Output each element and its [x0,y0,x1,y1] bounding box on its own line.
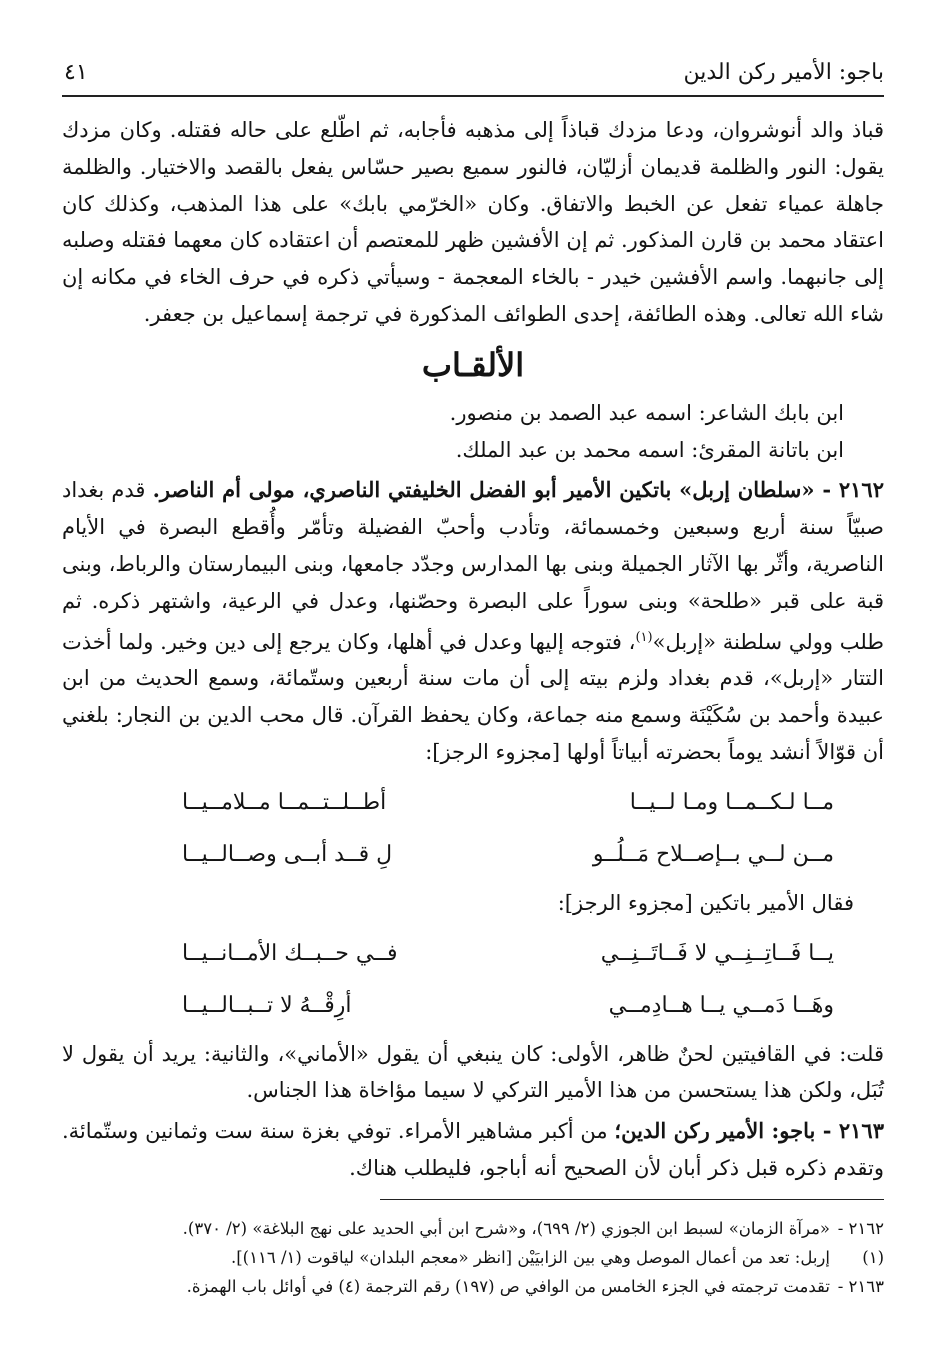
running-title: باجو: الأمير ركن الدين [683,60,884,85]
entry-body-cont: ، فتوجه إليها وعدل في أهلها، وكان يرجع إلى دين وخير. ولما أخذت التتار «إربل»، قدم بغداد ولزم بيته إلى أن مات سنة أربعين وستّمائة، وسمع الحديث من ابن عبيدة وأحمد بن سُكَيْنَة وسمع منه جماعة، وكان يحفظ القرآن. قال محب الدين بن النجار: بلغني أن قوّالاً أنشد يوماً بحضرته أبياتاً أولها [مجزوء الرجز]: [62,629,884,764]
footnote [62,1214,884,1243]
footnote-marker: ٢١٦٣ - [837,1277,884,1296]
reply-intro: فقال الأمير باتكين [مجزوء الرجز]: [557,890,854,915]
alqab-entry: ابن باتانة المقرئ: اسمه محمد بن عبد الملك. [455,437,844,462]
verse-hemistich-first: مــن لــي بــإصــلاح مَــلُــو [592,841,834,867]
page-number: ٤١ [64,60,88,85]
main-text [62,112,884,1187]
verse-line [182,986,834,1026]
alqab-entry: ابن بابك الشاعر: اسمه عبد الصمد بن منصور. [449,400,844,425]
verse-hemistich-second: أرِقْــهُ لا تــبــالــيــا [182,992,352,1018]
running-header [62,60,884,94]
comment-paragraph: قلت: في القافيتين لحنٌ ظاهر، الأولى: كان ينبغي أن يقول «الأماني»، والثانية: يريد أن يقول لا تُبَل، ولكن هذا يستحسن من هذا الأمير التركي لا سيما مؤاخاة هذا الجناس. [62,1041,884,1103]
header-rule [62,95,884,97]
verse-hemistich-second: لِ قــد أبــى وصــالــيــا [182,841,393,867]
verse-hemistich-first: وهَــا دَمــي يــا هــادِمــي [608,992,834,1018]
footnote-marker: (١) [862,1248,884,1267]
footnote [62,1243,884,1272]
verse-hemistich-second: فــي حــبــك الأمــانــيــا [182,940,398,966]
footnote [62,1272,884,1301]
footnote-text: «مرآة الزمان» لسبط ابن الجوزي (٢/ ٦٩٩)، و«شرح ابن أبي الحديد على نهج البلاغة» (٢/ ٣٧٠). [182,1219,830,1238]
verse-line [182,783,834,823]
section-heading: الألقـاب [421,345,525,384]
page [62,0,884,1371]
verse-hemistich-first: يــا فَــاتِــنِــي لا فَــاتَــنِــي [600,940,834,966]
footnote-marker: ٢١٦٢ - [837,1219,884,1238]
footnote-ref: (١) [635,629,653,645]
entry-body: قدم بغداد صبيّاً سنة أربع وسبعين وخمسمائة، وتأدب وأحبّ الفضيلة وتأمّر وأُقطع البصرة في الأيام الناصرية، وأثّر بها الآثار الجميلة وبنى بها المدارس وجدّد جامعها، وبنى البيمارستان والرباط، وبنى قبة على قبر «طلحة» وبنى سوراً على البصرة وحصّنها، وعدل في الرعية، واشتهر ذكره. ثم طلب وولي سلطنة «إربل» [62,478,885,654]
biography-entry-2162 [62,472,884,770]
verse-line [182,835,834,875]
verse-hemistich-second: أطــلــتــمــا مــلامــيــا [182,789,387,815]
paragraph: قباذ والد أنوشروان، ودعا مزدك قباذاً إلى مذهبه فأجابه، ثم اطّلع على حاله فقتله. وكان مزدك يقول: النور والظلمة قديمان أزليّان، فالنور سميع بصير حسّاس يفعل بالقصد والاختيار. والظلمة جاهلة عمياء تفعل عن الخبط والاتفاق. وكان «الخرّمي بابك» على هذا المذهب، وكذلك كان اعتقاد محمد بن قارن المذكور. ثم إن الأفشين ظهر للمعتصم أن اعتقاده كان معهما فقتله وصلبه إلى جانبهما. واسم الأفشين خيدر - بالخاء المعجمة - وسيأتي ذكره في حرف الخاء في مكانه إن شاء الله تعالى. وهذه الطائفة، إحدى الطوائف المذكورة في ترجمة إسماعيل بن جعفر. [62,118,884,326]
biography-entry-2163 [62,1113,884,1187]
verse-line [182,934,834,974]
entry-heading: ٢١٦٢ - «سلطان إربل» باتكين الأمير أبو الفضل الخليفتي الناصري، مولى أم الناصر. [152,477,884,503]
entry-heading: ٢١٦٣ - باجو: الأمير ركن الدين؛ [614,1118,884,1144]
footnote-text: تقدمت ترجمته في الجزء الخامس من الوافي ص (١٩٧) رقم الترجمة (٤) في أوائل باب الهمزة. [186,1277,830,1296]
footnote-rule [380,1199,884,1200]
entry-body: من أكبر مشاهير الأمراء. توفي بغزة سنة ست وثمانين وستّمائة. وتقدم ذكره قبل ذكر أبان لأن الصحيح أنه أباجو، فليطلب هناك. [62,1119,884,1180]
footnote-text: إربل: تعد من أعمال الموصل وهي بين الزابيَيْن [انظر «معجم البلدان» لياقوت (١/ ١١٦)]. [231,1248,830,1267]
footnotes [62,1214,884,1301]
verse-hemistich-first: مــا لـكــمــا ومـا لــيــا [629,789,834,815]
